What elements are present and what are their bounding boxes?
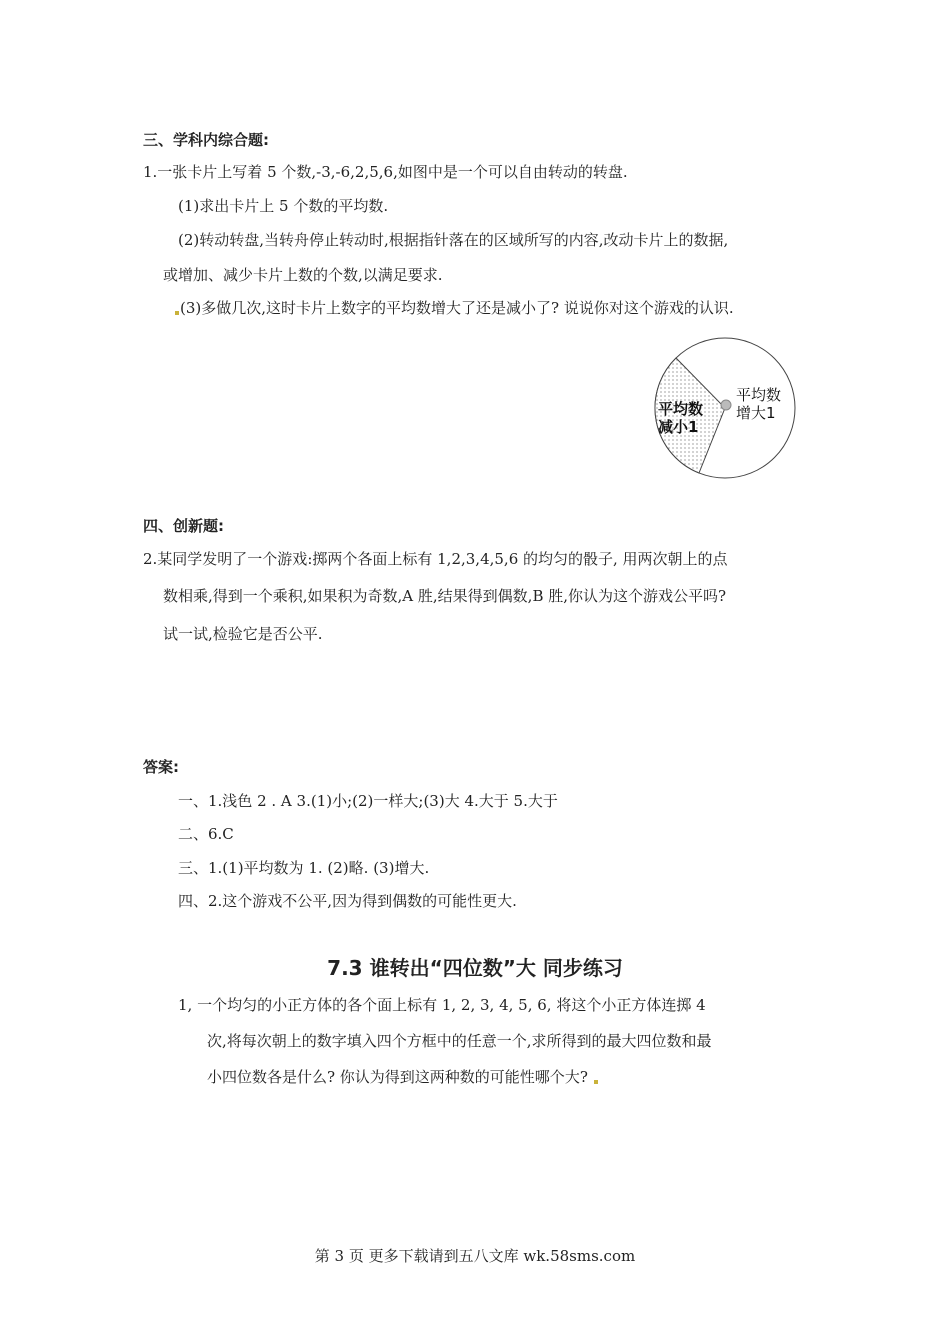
left-label-line2: 减小1 xyxy=(658,418,699,436)
question2-line3: 试一试,检验它是否公平. xyxy=(163,625,323,643)
q73-line1: 1, 一个均匀的小正方体的各个面上标有 1, 2, 3, 4, 5, 6, 将这个小正方体连掷 4 xyxy=(178,996,706,1014)
q73-line2: 次,将每次朝上的数字填入四个方框中的任意一个,求所得到的最大四位数和最 xyxy=(207,1032,712,1050)
question1-sub2-line1: (2)转动转盘,当转舟停止转动时,根据指针落在的区域所写的内容,改动卡片上的数据, xyxy=(178,231,729,249)
decorative-dot xyxy=(175,311,179,315)
question2-line2: 数相乘,得到一个乘积,如果积为奇数,A 胜,结果得到偶数,B 胜,你认为这个游戏公平吗? xyxy=(163,587,727,605)
question1-line1: 1.一张卡片上写着 5 个数,-3,-6,2,5,6,如图中是一个可以自由转动的转盘. xyxy=(143,163,628,181)
answer-line2: 二、6.C xyxy=(178,825,234,843)
left-label-line1: 平均数 xyxy=(658,400,704,418)
question1-sub3: (3)多做几次,这时卡片上数字的平均数增大了还是减小了? 说说你对这个游戏的认识. xyxy=(174,297,734,318)
answer-line1: 一、1.浅色 2 . A 3.(1)小;(2)一样大;(3)大 4.大于 5.大于 xyxy=(178,792,558,810)
spinner-pivot xyxy=(721,400,731,410)
question1-sub1: (1)求出卡片上 5 个数的平均数. xyxy=(178,197,389,215)
spinner-diagram xyxy=(652,335,798,481)
page-footer: 第 3 页 更多下载请到五八文库 wk.58sms.com xyxy=(314,1247,636,1265)
answer-line4: 四、2.这个游戏不公平,因为得到偶数的可能性更大. xyxy=(178,892,517,910)
question2-line1: 2.某同学发明了一个游戏:掷两个各面上标有 1,2,3,4,5,6 的均匀的骰子, 用两次朝上的点 xyxy=(143,550,728,568)
section3-heading: 三、学科内综合题: xyxy=(143,131,269,149)
right-label-line2: 增大1 xyxy=(736,404,776,422)
section-title: 7.3 谁转出“四位数”大 同步练习 xyxy=(327,956,623,980)
decorative-dot xyxy=(594,1080,598,1084)
section4-heading: 四、创新题: xyxy=(143,517,224,535)
question1-sub2-line2: 或增加、减少卡片上数的个数,以满足要求. xyxy=(163,266,443,284)
answers-heading: 答案: xyxy=(143,758,179,776)
q73-line3: 小四位数各是什么? 你认为得到这两种数的可能性哪个大? xyxy=(207,1066,599,1087)
answer-line3: 三、1.(1)平均数为 1. (2)略. (3)增大. xyxy=(178,859,430,877)
right-label-line1: 平均数 xyxy=(736,386,782,404)
